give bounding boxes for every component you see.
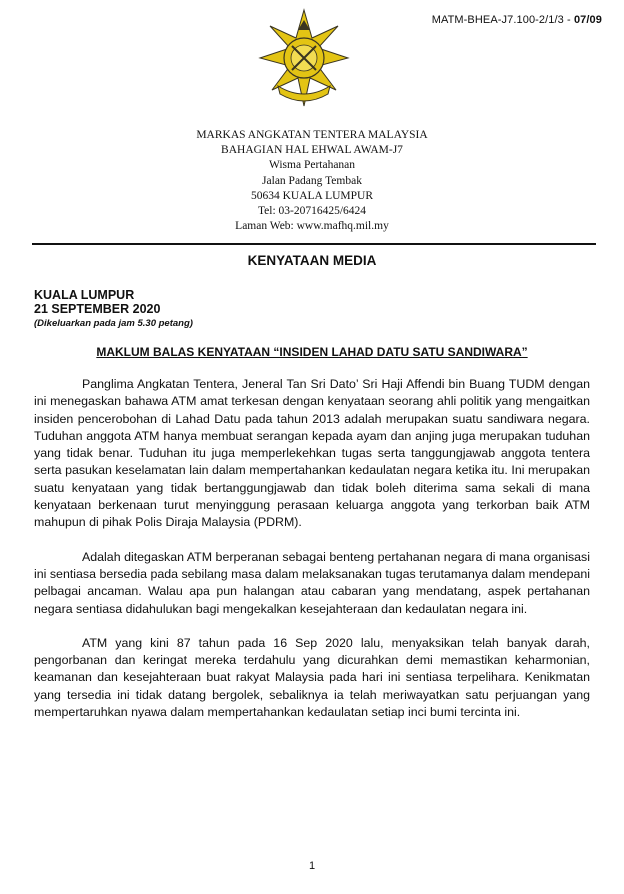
address-postcode-city: 50634 KUALA LUMPUR <box>250 189 374 202</box>
statement-body <box>34 376 590 738</box>
address-division: BAHAGIAN HAL EHWAL AWAM-J7 <box>221 144 403 157</box>
header-divider <box>32 243 596 245</box>
paragraph: ATM yang kini 87 tahun pada 16 Sep 2020 lalu, menyaksikan telah banyak darah, pengorbanan dan keringat mereka terdahulu yang dicurahkan demi memastikan keharmonian, keamanan dan kesejahteraan buat rakyat Malaysia pada hari ini sentiasa terpelihara. Kenikmatan yang tersedia ini tidak datang bergolek, sebaliknya ia telah meriwayatkan satu perjuangan yang mempertaruhkan nyawa dalam mempertahankan kedaulatan setiap inci bumi tercinta ini. <box>34 635 590 720</box>
address-organisation: MARKAS ANGKATAN TENTERA MALAYSIA <box>196 129 428 141</box>
dateline-date: 21 SEPTEMBER 2020 <box>34 302 161 316</box>
address-telephone: Tel: 03-20716425/6424 <box>257 205 367 218</box>
dateline <box>34 288 160 316</box>
dateline-place: KUALA LUMPUR <box>34 288 135 302</box>
paragraph: Adalah ditegaskan ATM berperanan sebagai benteng pertahanan negara di mana organisasi ini sentiasa bersedia pada sebilang masa dalam melaksanakan tugas terutamanya dalam mendepani pelbagai ancaman. Walau apa pun halangan atau cabaran yang mendatang, aspek pertahanan negara sentiasa didahulukan bagi mengekalkan kesejahteraan dan kedaulatan negara ini. <box>34 549 590 616</box>
reference-suffix: 07/09 <box>573 14 602 26</box>
atm-crest-icon <box>258 8 350 116</box>
address-building: Wisma Pertahanan <box>268 159 356 172</box>
paragraph: Panglima Angkatan Tentera, Jeneral Tan Sri Dato’ Sri Haji Affendi bin Buang TUDM dengan ini menegaskan bahawa ATM amat terkesan dengan kenyataan seorang ahli politik yang mengaitkan insiden pencerobohan di Lahad Datu pada tahun 2013 adalah merupakan suatu sandiwara negara. Tuduhan anggota ATM hanya membuat serangan kepada ayam dan anjing juga merupakan tuduhan yang tidak benar. Tuduhan itu juga memperlekehkan tugas serta tanggungjawab anggota tentera serta pasukan keselamatan lain dalam mempertahankan kedaulatan negara ketika itu. Ini merupakan suatu kenyataan yang tidak bertanggungjawab dan tidak boleh diterima sama sekali di mana kenyataan berkenaan turut menyinggung perasaan keluarga anggota yang terkorban baik ATM mahupun di pihak Polis Diraja Malaysia (PDRM). <box>34 377 590 530</box>
document-title: KENYATAAN MEDIA <box>247 253 377 268</box>
address-street: Jalan Padang Tembak <box>262 174 362 187</box>
page-number: 1 <box>308 860 316 872</box>
statement-heading <box>0 345 624 359</box>
statement-heading-text: MAKLUM BALAS KENYATAAN “INSIDEN LAHAD DATU SATU SANDIWARA” <box>96 345 528 359</box>
address-website: Laman Web: www.mafhq.mil.my <box>235 220 389 233</box>
headquarters-address <box>0 128 624 234</box>
release-time-note: (Dikeluarkan pada jam 5.30 petang) <box>34 318 193 329</box>
document-reference-number: MATM-BHEA-J7.100-2/1/3 - 07/09 <box>431 14 602 26</box>
